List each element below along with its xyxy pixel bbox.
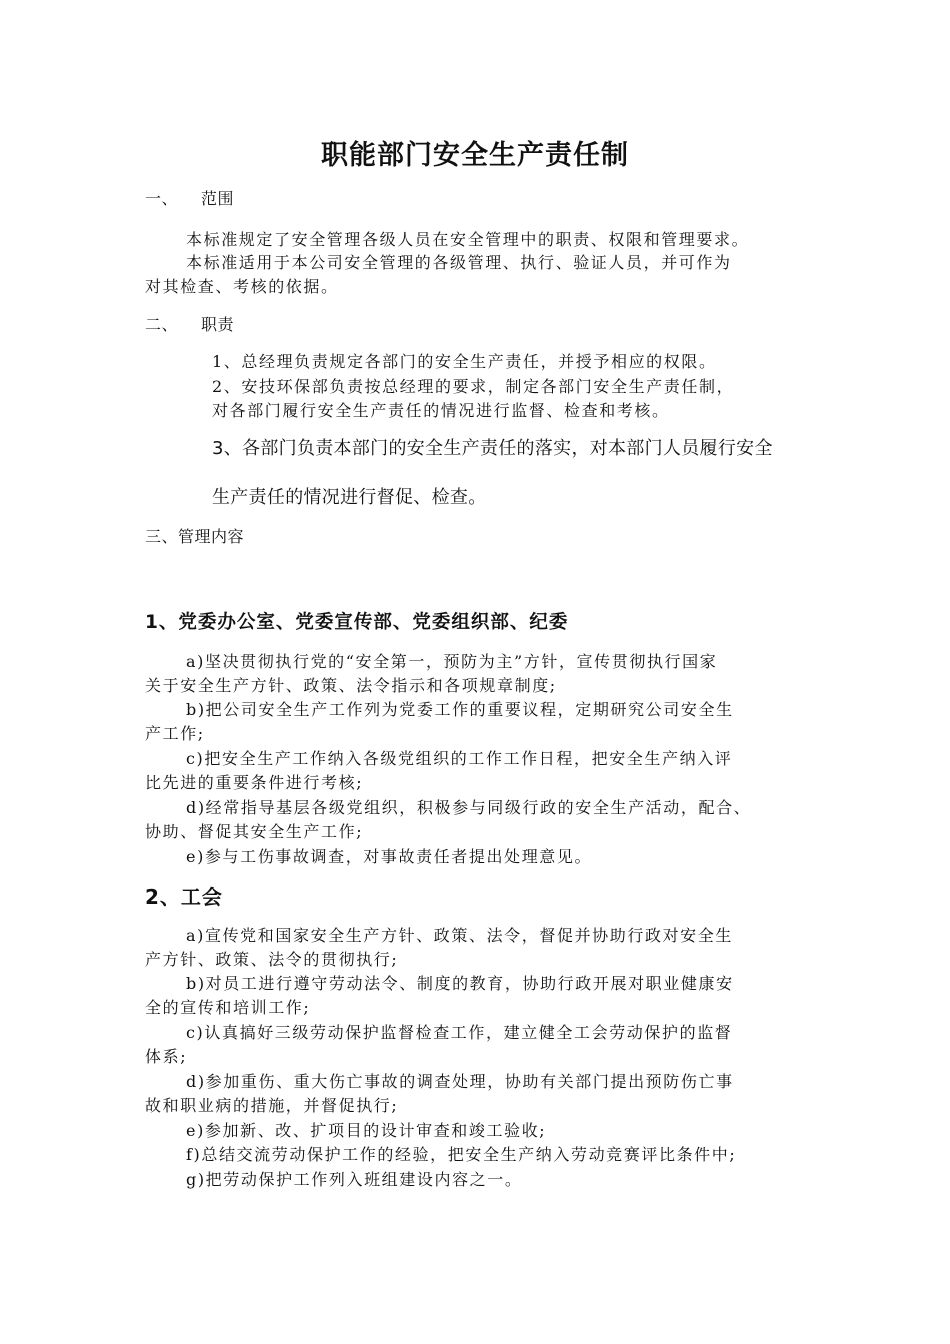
section1-line: 产工作; — [145, 724, 205, 743]
section1-line: b)把公司安全生产工作列为党委工作的重要议程，定期研究公司安全生 — [186, 700, 734, 719]
section2-line: 全的宣传和培训工作; — [145, 998, 311, 1017]
section1-line: d)经常指导基层各级党组织，积极参与同级行政的安全生产活动，配合、 — [186, 798, 752, 817]
section1-line: e)参与工伤事故调查，对事故责任者提出处理意见。 — [186, 847, 593, 866]
section2-line: b)对员工进行遵守劳动法令、制度的教育，协助行政开展对职业健康安 — [186, 974, 734, 993]
section2-line: e)参加新、改、扩项目的设计审查和竣工验收; — [186, 1121, 547, 1140]
duty-line: 2、安技环保部负责按总经理的要求，制定各部门安全生产责任制， — [212, 377, 735, 396]
section2-line: c)认真搞好三级劳动保护监督检查工作，建立健全工会劳动保护的监督 — [186, 1023, 733, 1042]
section2-line: 体系; — [145, 1047, 188, 1066]
section2-line: 产方针、政策、法令的贯彻执行; — [145, 950, 399, 969]
scope-line: 本标准适用于本公司安全管理的各级管理、执行、验证人员，并可作为 — [186, 253, 732, 272]
section2-line: a)宣传党和国家安全生产方针、政策、法令，督促并协助行政对安全生 — [186, 926, 733, 945]
section1-line: 协助、督促其安全生产工作; — [145, 822, 364, 841]
section1-line: 关于安全生产方针、政策、法令指示和各项规章制度; — [145, 676, 557, 695]
section1-line: a)坚决贯彻执行党的“安全第一，预防为主”方针，宣传贯彻执行国家 — [186, 652, 718, 671]
scope-heading: 范围 — [201, 189, 235, 208]
scope-line: 对其检查、考核的依据。 — [145, 277, 339, 296]
section2-line: f)总结交流劳动保护工作的经验，把安全生产纳入劳动竞赛评比条件中; — [186, 1145, 737, 1164]
duty-line: 1、总经理负责规定各部门的安全生产责任，并授予相应的权限。 — [212, 352, 717, 371]
section2-line: g)把劳动保护工作列入班组建设内容之一。 — [186, 1170, 523, 1189]
section1-line: 比先进的重要条件进行考核; — [145, 773, 364, 792]
section1-heading: 1、党委办公室、党委宣传部、党委组织部、纪委 — [145, 612, 569, 633]
scope-line: 本标准规定了安全管理各级人员在安全管理中的职责、权限和管理要求。 — [186, 230, 750, 249]
scope-heading-number: 一、 — [145, 189, 179, 208]
content-heading: 三、管理内容 — [145, 527, 245, 546]
duty-line: 对各部门履行安全生产责任的情况进行监督、检查和考核。 — [212, 401, 670, 420]
duty-line: 3、各部门负责本部门的安全生产责任的落实，对本部门人员履行安全 — [212, 438, 773, 459]
section1-line: c)把安全生产工作纳入各级党组织的工作工作日程，把安全生产纳入评 — [186, 749, 733, 768]
section2-line: d)参加重伤、重大伤亡事故的调查处理，协助有关部门提出预防伤亡事 — [186, 1072, 734, 1091]
duty-heading: 职责 — [201, 315, 235, 334]
page-title: 职能部门安全生产责任制 — [321, 140, 629, 171]
duty-line: 生产责任的情况进行督促、检查。 — [212, 487, 487, 508]
section2-line: 故和职业病的措施，并督促执行; — [145, 1096, 399, 1115]
section2-heading: 2、工会 — [145, 885, 223, 909]
duty-heading-number: 二、 — [145, 315, 179, 334]
